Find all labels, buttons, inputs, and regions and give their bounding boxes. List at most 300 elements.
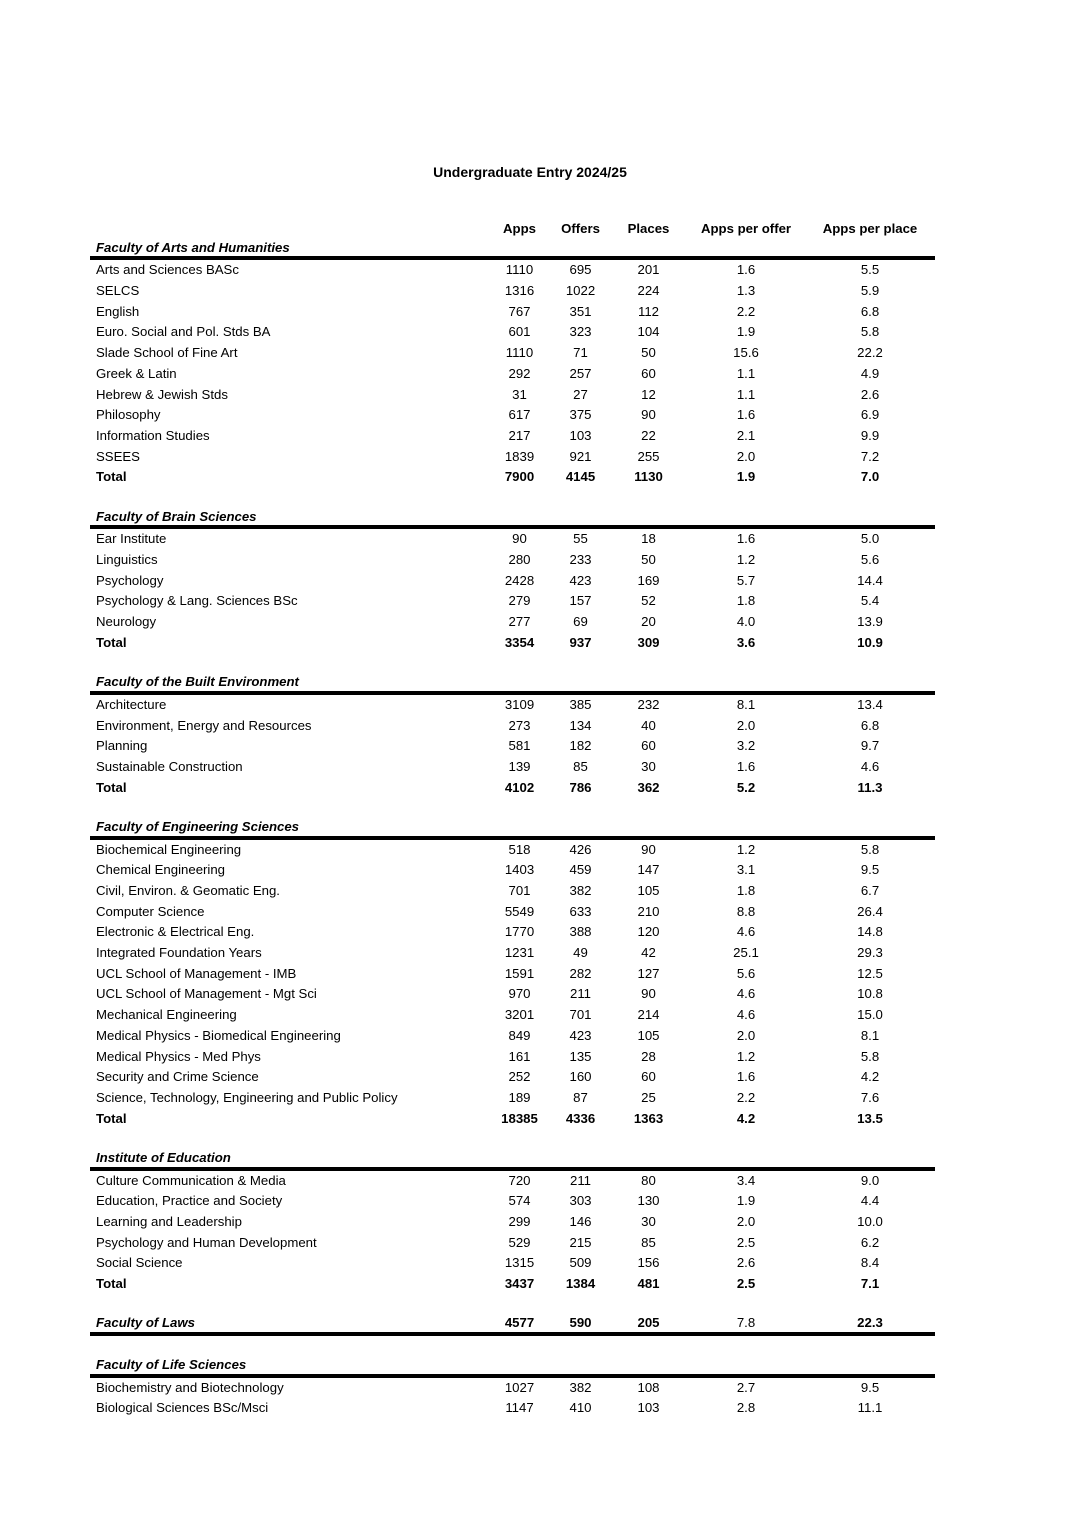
cell: 1.1 [736, 365, 756, 381]
row-label: Euro. Social and Pol. Stds BA [96, 324, 271, 340]
table-row [90, 1378, 935, 1399]
cell: 215 [569, 1234, 592, 1250]
cell: 282 [569, 965, 592, 981]
cell: 18385 [501, 1110, 538, 1126]
cell: 60 [641, 1069, 656, 1085]
cell: 3.6 [736, 634, 756, 650]
cell: 6.8 [860, 303, 880, 319]
cell: 481 [637, 1276, 660, 1292]
cell: 701 [508, 883, 531, 898]
cell: 120 [637, 924, 660, 940]
cell: 104 [637, 324, 660, 340]
table-row [90, 695, 935, 716]
row-label: UCL School of Management - IMB [96, 965, 297, 981]
cell: 921 [569, 448, 592, 464]
cell: 5.6 [736, 965, 756, 981]
cell: 4.6 [860, 758, 880, 774]
cell: 786 [569, 779, 592, 795]
cell: 26.4 [857, 903, 883, 919]
cell: 9.7 [860, 738, 880, 754]
row-label: Biological Sciences BSc/Msci [96, 1400, 269, 1416]
cell: 30 [641, 1214, 656, 1229]
row-label: Mechanical Engineering [96, 1007, 237, 1023]
row-label: Social Science [96, 1255, 183, 1271]
cell: 382 [569, 1379, 592, 1395]
section-heading-row [90, 1315, 935, 1336]
section-heading-row [90, 1150, 935, 1171]
row-label: Environment, Energy and Resources [96, 717, 312, 733]
cell: 103 [637, 1400, 660, 1416]
cell: 1.6 [736, 407, 756, 423]
cell: 2.5 [736, 1276, 756, 1292]
cell: 31 [512, 386, 527, 402]
cell: 3.1 [736, 862, 756, 878]
cell: 6.8 [860, 717, 880, 733]
cell: 7.6 [860, 1089, 880, 1105]
cell: 5.2 [736, 779, 756, 795]
cell: 90 [641, 407, 656, 423]
cell: 2.8 [736, 1400, 756, 1416]
row-label: Information Studies [96, 427, 210, 443]
cell: 4.6 [736, 986, 756, 1002]
row-label: UCL School of Management - Mgt Sci [96, 986, 317, 1002]
cell: 581 [508, 738, 531, 754]
page-title: Undergraduate Entry 2024/25 [433, 164, 627, 180]
cell: 2.0 [736, 1027, 756, 1043]
cell: 29.3 [857, 945, 883, 961]
cell: 2.0 [736, 1214, 756, 1229]
section-heading: Faculty of Laws [96, 1315, 195, 1331]
table-row [90, 571, 935, 592]
row-label: English [96, 303, 140, 319]
cell: 4102 [504, 779, 535, 795]
table-row [90, 385, 935, 406]
cell: 1.9 [736, 324, 756, 340]
cell: 127 [637, 965, 660, 981]
row-label: Total [96, 469, 127, 485]
admissions-table [90, 219, 935, 1419]
row-label: Architecture [96, 696, 167, 712]
col-header-places: Places [627, 221, 670, 236]
table-row [90, 405, 935, 426]
cell: 189 [508, 1089, 531, 1105]
cell: 3109 [504, 696, 535, 712]
cell: 87 [573, 1089, 588, 1105]
cell: 273 [508, 717, 531, 733]
table-row [90, 1005, 935, 1026]
cell: 309 [637, 634, 660, 650]
cell: 5.5 [860, 262, 880, 278]
section-heading-row [90, 509, 935, 530]
cell: 42 [641, 945, 656, 961]
cell: 105 [637, 1027, 660, 1043]
table-row [90, 778, 935, 799]
cell: 255 [637, 448, 660, 464]
cell: 135 [569, 1048, 592, 1064]
cell: 277 [508, 614, 531, 630]
row-label: Biochemical Engineering [96, 841, 242, 857]
cell: 11.1 [857, 1400, 883, 1416]
cell: 1022 [565, 283, 596, 299]
row-label: Science, Technology, Engineering and Public Policy [96, 1089, 398, 1105]
cell: 5.8 [860, 841, 880, 857]
table-row [90, 716, 935, 737]
cell: 27 [573, 386, 588, 402]
cell: 130 [637, 1193, 660, 1209]
cell: 25.1 [733, 945, 759, 961]
cell: 160 [569, 1069, 592, 1085]
cell: 1316 [504, 283, 535, 299]
table-row [90, 1109, 935, 1130]
cell: 633 [569, 903, 592, 919]
cell: 85 [573, 758, 588, 774]
cell: 22.3 [857, 1315, 883, 1331]
cell: 382 [569, 883, 592, 898]
cell: 205 [637, 1315, 660, 1331]
cell: 1591 [504, 965, 535, 981]
cell: 5.4 [860, 593, 880, 609]
table-row [90, 860, 935, 881]
cell: 3437 [504, 1276, 535, 1292]
cell: 12 [641, 386, 656, 402]
table-row [90, 591, 935, 612]
cell: 590 [569, 1315, 592, 1331]
cell: 509 [569, 1255, 592, 1271]
cell: 20 [641, 614, 656, 630]
cell: 292 [508, 365, 531, 381]
table-row [90, 550, 935, 571]
cell: 4.2 [736, 1110, 756, 1126]
cell: 385 [569, 696, 592, 712]
cell: 4.6 [736, 924, 756, 940]
cell: 5549 [504, 903, 535, 919]
col-header-apps-per-offer: Apps per offer [700, 221, 792, 236]
cell: 6.2 [860, 1234, 880, 1250]
cell: 574 [508, 1193, 531, 1209]
row-label: Computer Science [96, 903, 205, 919]
cell: 211 [569, 1172, 592, 1188]
cell: 257 [569, 365, 592, 381]
header-spacer [90, 219, 488, 240]
cell: 6.7 [860, 883, 880, 898]
cell: 937 [569, 634, 592, 650]
cell: 5.6 [860, 552, 880, 567]
row-label: Learning and Leadership [96, 1214, 242, 1229]
cell: 40 [641, 717, 656, 733]
cell: 10.0 [857, 1214, 883, 1229]
cell: 5.0 [860, 531, 880, 547]
cell: 323 [569, 324, 592, 340]
cell: 139 [508, 758, 531, 774]
cell: 299 [508, 1214, 531, 1229]
cell: 2.1 [736, 427, 756, 443]
table-row [90, 364, 935, 385]
cell: 970 [508, 986, 531, 1002]
cell: 1.9 [736, 469, 756, 485]
row-label: Neurology [96, 614, 157, 630]
cell: 69 [573, 614, 588, 630]
cell: 2.5 [736, 1234, 756, 1250]
table-row [90, 1171, 935, 1192]
cell: 1.2 [736, 1048, 756, 1064]
cell: 13.9 [857, 614, 883, 630]
table-row [90, 736, 935, 757]
cell: 426 [569, 841, 592, 857]
table-body [90, 240, 935, 1419]
section-heading: Faculty of Engineering Sciences [96, 818, 299, 834]
cell: 7.8 [736, 1315, 756, 1331]
cell: 1027 [504, 1379, 535, 1395]
cell: 108 [637, 1379, 660, 1395]
row-label: Psychology and Human Development [96, 1234, 317, 1250]
row-label: Electronic & Electrical Eng. [96, 924, 255, 940]
cell: 15.6 [733, 345, 759, 361]
cell: 15.0 [857, 1007, 883, 1023]
row-label: Culture Communication & Media [96, 1172, 286, 1188]
section-heading: Faculty of Life Sciences [96, 1356, 247, 1372]
row-label: Total [96, 1110, 127, 1126]
row-label: Security and Crime Science [96, 1069, 259, 1085]
cell: 156 [637, 1255, 660, 1271]
table-row [90, 529, 935, 550]
cell: 9.5 [860, 862, 880, 878]
cell: 4577 [504, 1315, 535, 1331]
cell: 9.5 [860, 1379, 880, 1395]
cell: 233 [569, 552, 592, 567]
table-row [90, 1212, 935, 1233]
section-heading: Faculty of Arts and Humanities [96, 239, 290, 255]
cell: 2.0 [736, 717, 756, 733]
cell: 224 [637, 283, 660, 299]
col-header-offers: Offers [561, 221, 600, 236]
cell: 90 [512, 531, 527, 547]
table-row [90, 1191, 935, 1212]
cell: 617 [508, 407, 531, 423]
table-row [90, 922, 935, 943]
row-label: Philosophy [96, 407, 161, 423]
cell: 7.0 [860, 469, 880, 485]
row-label: Sustainable Construction [96, 758, 243, 774]
cell: 423 [569, 572, 592, 588]
cell: 1110 [505, 262, 534, 278]
cell: 1.6 [736, 262, 756, 278]
cell: 157 [569, 593, 592, 609]
cell: 375 [569, 407, 592, 423]
row-label: Hebrew & Jewish Stds [96, 386, 228, 402]
cell: 25 [641, 1089, 656, 1105]
cell: 60 [641, 365, 656, 381]
cell: 28 [641, 1048, 656, 1064]
table-row [90, 467, 935, 488]
section-heading: Institute of Education [96, 1149, 231, 1165]
cell: 8.1 [736, 696, 756, 712]
cell: 720 [508, 1172, 531, 1188]
table-row [90, 1398, 935, 1419]
cell: 9.0 [860, 1172, 880, 1188]
cell: 303 [569, 1193, 592, 1209]
row-label: Total [96, 634, 127, 650]
section-heading-row [90, 674, 935, 695]
cell: 279 [508, 593, 531, 609]
cell: 14.8 [857, 924, 883, 940]
cell: 3201 [504, 1007, 535, 1023]
cell: 4.0 [736, 614, 756, 630]
cell: 18 [641, 531, 656, 547]
cell: 1.2 [736, 841, 756, 857]
cell: 90 [641, 986, 656, 1002]
cell: 1.1 [736, 386, 756, 402]
cell: 50 [641, 345, 656, 361]
table-row [90, 633, 935, 654]
cell: 8.8 [736, 903, 756, 919]
cell: 280 [508, 552, 531, 567]
row-label: Chemical Engineering [96, 862, 226, 878]
cell: 147 [637, 862, 660, 878]
cell: 112 [637, 303, 660, 319]
cell: 60 [641, 738, 656, 754]
cell: 701 [569, 1007, 592, 1023]
cell: 4145 [565, 469, 596, 485]
cell: 7.2 [860, 448, 880, 464]
cell: 3.4 [736, 1172, 756, 1188]
cell: 252 [508, 1069, 531, 1085]
cell: 182 [569, 738, 592, 754]
table-row [90, 1233, 935, 1254]
cell: 201 [637, 262, 660, 278]
cell: 214 [637, 1007, 660, 1023]
cell: 1.8 [736, 593, 756, 609]
cell: 1.3 [736, 283, 756, 299]
cell: 71 [573, 345, 588, 361]
row-label: Psychology & Lang. Sciences BSc [96, 593, 298, 609]
table-row [90, 1253, 935, 1274]
cell: 4336 [565, 1110, 596, 1126]
cell: 50 [641, 552, 656, 567]
row-label: Biochemistry and Biotechnology [96, 1379, 284, 1395]
cell: 7.1 [860, 1276, 880, 1292]
table-row [90, 1067, 935, 1088]
cell: 103 [569, 427, 592, 443]
cell: 49 [573, 945, 588, 961]
row-label: Civil, Environ. & Geomatic Eng. [96, 883, 280, 898]
cell: 30 [641, 758, 656, 774]
cell: 12.5 [857, 965, 883, 981]
cell: 80 [641, 1172, 656, 1188]
cell: 1770 [504, 924, 535, 940]
cell: 211 [569, 986, 592, 1002]
cell: 2.6 [736, 1255, 756, 1271]
cell: 1.6 [736, 1069, 756, 1085]
row-label: Education, Practice and Society [96, 1193, 283, 1209]
cell: 11.3 [857, 779, 883, 795]
cell: 6.9 [860, 407, 880, 423]
cell: 4.4 [860, 1193, 880, 1209]
cell: 1110 [505, 345, 534, 361]
table-row [90, 302, 935, 323]
cell: 2.2 [736, 1089, 756, 1105]
row-label: Arts and Sciences BASc [96, 262, 239, 278]
cell: 232 [637, 696, 660, 712]
cell: 423 [569, 1027, 592, 1043]
cell: 5.7 [736, 572, 756, 588]
row-label: Total [96, 1276, 127, 1292]
cell: 1.6 [736, 531, 756, 547]
table-row [90, 1274, 935, 1295]
cell: 3.2 [736, 738, 756, 754]
row-label: Medical Physics - Biomedical Engineering [96, 1027, 341, 1043]
cell: 1147 [505, 1400, 534, 1416]
table-row [90, 426, 935, 447]
col-header-apps-per-place: Apps per place [822, 221, 918, 236]
table-row [90, 902, 935, 923]
table-row [90, 1088, 935, 1109]
cell: 90 [641, 841, 656, 857]
section-heading-row [90, 819, 935, 840]
table-header-row [90, 219, 935, 240]
table-row [90, 1026, 935, 1047]
cell: 52 [641, 593, 656, 609]
cell: 1384 [565, 1276, 596, 1292]
cell: 146 [569, 1214, 592, 1229]
cell: 161 [508, 1048, 531, 1064]
cell: 2428 [504, 572, 535, 588]
cell: 410 [569, 1400, 592, 1416]
row-label: Planning [96, 738, 148, 754]
cell: 2.6 [860, 386, 880, 402]
cell: 22.2 [857, 345, 883, 361]
cell: 4.6 [736, 1007, 756, 1023]
row-label: SSEES [96, 448, 140, 464]
cell: 1839 [504, 448, 535, 464]
row-label: Psychology [96, 572, 164, 588]
cell: 601 [508, 324, 531, 340]
row-label: Integrated Foundation Years [96, 945, 262, 961]
cell: 1315 [504, 1255, 535, 1271]
table-row [90, 343, 935, 364]
section-heading: Faculty of the Built Environment [96, 674, 299, 690]
cell: 1.9 [736, 1193, 756, 1209]
cell: 22 [641, 427, 656, 443]
table-row [90, 447, 935, 468]
cell: 388 [569, 924, 592, 940]
row-label: Greek & Latin [96, 365, 177, 381]
cell: 362 [637, 779, 660, 795]
table-row [90, 260, 935, 281]
cell: 210 [637, 903, 660, 919]
table-row [90, 281, 935, 302]
cell: 14.4 [857, 572, 883, 588]
section-heading-row [90, 240, 935, 261]
cell: 3354 [504, 634, 535, 650]
cell: 13.4 [857, 696, 883, 712]
cell: 1.8 [736, 883, 756, 898]
row-label: Ear Institute [96, 531, 167, 547]
cell: 9.9 [860, 427, 880, 443]
table-row [90, 322, 935, 343]
cell: 849 [508, 1027, 531, 1043]
cell: 10.9 [857, 634, 883, 650]
cell: 10.8 [857, 986, 883, 1002]
cell: 217 [508, 427, 531, 443]
row-label: Medical Physics - Med Phys [96, 1048, 261, 1064]
cell: 459 [569, 862, 592, 878]
cell: 1403 [504, 862, 535, 878]
cell: 2.0 [736, 448, 756, 464]
cell: 8.1 [860, 1027, 880, 1043]
cell: 105 [637, 883, 660, 898]
row-label: Linguistics [96, 552, 158, 567]
table-row [90, 612, 935, 633]
